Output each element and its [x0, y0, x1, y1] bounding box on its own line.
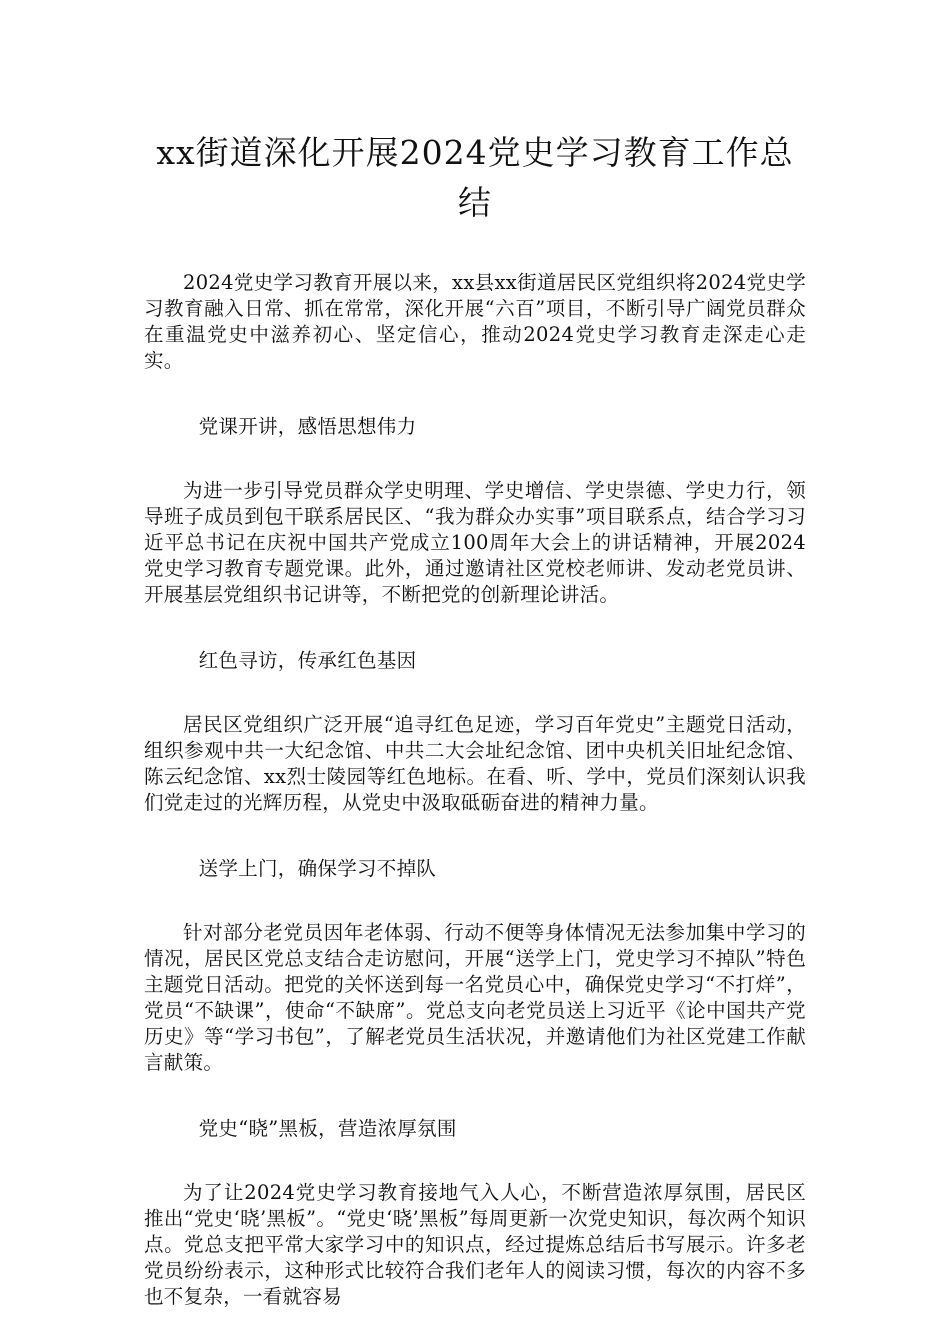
section-heading-home-study: 送学上门，确保学习不掉队	[198, 857, 437, 880]
section-heading-party-lecture: 党课开讲，感悟思想伟力	[198, 415, 417, 438]
section-heading-red-visit: 红色寻访，传承红色基因	[198, 649, 417, 672]
section-paragraph-home-study: 针对部分老党员因年老体弱、行动不便等身体情况无法参加集中学习的情况，居民区党总支结合走访慰问，开展“送学上门，党史学习不掉队”特色主题党日活动。把党的关怀送到每一名党员心中，确保党史学习“不打烊”，党员“不缺课”，使命“不缺席”。党总支向老党员送上习近平《论中国共产党历史》等“学习书包”，了解老党员生活状况，并邀请他们为社区党建工作献言献策。	[144, 921, 806, 1074]
document-title: xx街道深化开展2024党史学习教育工作总结	[156, 133, 794, 222]
section-paragraph-blackboard: 为了让2024党史学习教育接地气入人心，不断营造浓厚氛围，居民区推出“党史‘晓’黑板”。“党史‘晓’黑板”每周更新一次党史知识，每次两个知识点。党总支把平常大家学习中的知识点，经过提炼总结后书写展示。许多老党员纷纷表示，这种形式比较符合我们老年人的阅读习惯，每次的内容不多也不复杂，一看就容易	[144, 1181, 806, 1308]
section-paragraph-red-visit: 居民区党组织广泛开展“追寻红色足迹，学习百年党史”主题党日活动，组织参观中共一大纪念馆、中共二大会址纪念馆、团中央机关旧址纪念馆、陈云纪念馆、xx烈士陵园等红色地标。在看、听、学中，党员们深刻认识我们党走过的光辉历程，从党史中汲取砥砺奋进的精神力量。	[144, 713, 806, 814]
section-paragraph-party-lecture: 为进一步引导党员群众学史明理、学史增信、学史崇德、学史力行，领导班子成员到包干联系居民区、“我为群众办实事”项目联系点，结合学习习近平总书记在庆祝中国共产党成立100周年大会上的讲话精神，开展2024党史学习教育专题党课。此外，通过邀请社区党校老师讲、发动老党员讲、开展基层党组织书记讲等，不断把党的创新理论讲活。	[144, 479, 806, 606]
document-body	[144, 270, 806, 1310]
intro-paragraph: 2024党史学习教育开展以来，xx县xx街道居民区党组织将2024党史学习教育融入日常、抓在常常，深化开展“六百”项目，不断引导广阔党员群众在重温党史中滋养初心、坚定信心，推动2024党史学习教育走深走心走实。	[144, 271, 806, 372]
section-heading-blackboard: 党史“晓”黑板，营造浓厚氛围	[198, 1117, 457, 1140]
